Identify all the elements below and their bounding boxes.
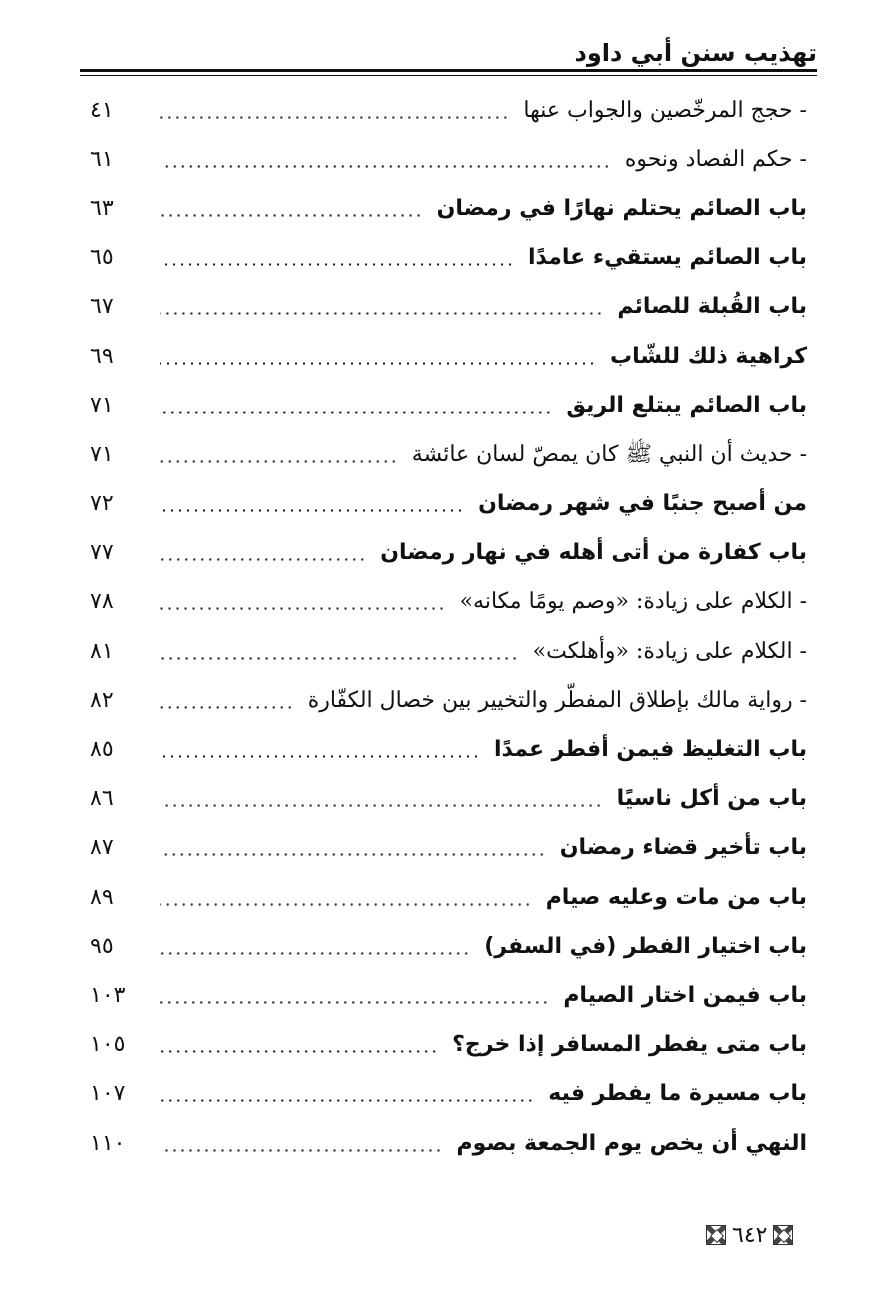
toc-entry-title: باب الصائم يبتلع الريق	[560, 391, 807, 421]
toc-entry-title: من أصبح جنبًا في شهر رمضان	[472, 489, 807, 519]
toc-entry-title: باب متى يفطر المسافر إذا خرج؟	[446, 1030, 807, 1060]
toc-entry	[80, 775, 807, 824]
toc-entry-page: ٧١	[90, 392, 114, 418]
toc-entry-page: ٨٢	[90, 687, 114, 713]
toc-entry-page: ٧٢	[90, 491, 114, 517]
dot-leader	[160, 587, 446, 617]
toc-entry-title: باب مسيرة ما يفطر فيه	[542, 1079, 807, 1109]
toc-entry-title: باب من مات وعليه صيام	[540, 883, 807, 913]
toc-entry-page: ٨٦	[90, 786, 114, 812]
toc-entry	[80, 1070, 807, 1119]
dot-leader	[160, 194, 423, 224]
toc-entry-title: - الكلام على زيادة: «وصم يومًا مكانه»	[454, 587, 807, 617]
toc-entry-page: ٦٥	[90, 245, 114, 271]
dot-leader	[160, 489, 464, 519]
toc-entry	[80, 1021, 807, 1070]
toc-entry-title: - رواية مالك بإطلاق المفطّر والتخيير بين خصال الكفّارة	[302, 686, 807, 716]
dot-leader	[160, 981, 549, 1011]
toc-entry-title: كراهية ذلك للشّاب	[604, 342, 807, 372]
dot-leader	[160, 735, 480, 765]
dot-leader	[160, 440, 398, 470]
header-rule-thick	[80, 69, 817, 72]
dot-leader	[160, 1030, 438, 1060]
dot-leader	[160, 342, 596, 372]
toc-entry	[80, 578, 807, 627]
page-footer	[706, 1222, 793, 1248]
toc-entry-title: باب التغليظ فيمن أفطر عمدًا	[488, 735, 807, 765]
toc-entry-title: باب كفارة من أتى أهله في نهار رمضان	[374, 538, 807, 568]
toc-entry-page: ١١٠	[90, 1130, 126, 1156]
toc-entry	[80, 971, 807, 1020]
running-header	[80, 38, 817, 70]
toc-entry-title: النهي أن يخص يوم الجمعة بصوم	[450, 1129, 807, 1159]
toc-entry	[80, 529, 807, 578]
toc-entry	[80, 184, 807, 233]
toc-entry	[80, 234, 807, 283]
dot-leader	[160, 1079, 534, 1109]
toc-entry-page: ٨٧	[90, 835, 114, 861]
toc-entry-title: - الكلام على زيادة: «وأهلكت»	[527, 637, 807, 667]
toc-entry-page: ٨١	[90, 638, 114, 664]
ornament-icon	[773, 1225, 793, 1245]
dot-leader	[160, 391, 552, 421]
dot-leader	[160, 145, 611, 175]
toc-entry	[80, 725, 807, 774]
toc-entry-page: ٨٩	[90, 884, 114, 910]
dot-leader	[160, 292, 603, 322]
toc-entry-title: باب اختيار الفطر (في السفر)	[478, 932, 807, 962]
toc-entry-title: باب الصائم يحتلم نهارًا في رمضان	[431, 194, 807, 224]
dot-leader	[160, 883, 532, 913]
dot-leader	[160, 96, 509, 126]
toc-entry	[80, 332, 807, 381]
toc-entry	[80, 922, 807, 971]
toc-entry-page: ١٠٧	[90, 1081, 126, 1107]
toc-entry-page: ٦٧	[90, 294, 114, 320]
toc-entry-page: ٨٥	[90, 737, 114, 763]
toc-entry-title: باب الصائم يستقيء عامدًا	[522, 243, 807, 273]
page-number: ٦٤٢	[732, 1222, 768, 1248]
dot-leader	[160, 538, 366, 568]
dot-leader	[160, 686, 294, 716]
toc-entry	[80, 135, 807, 184]
dot-leader	[160, 932, 470, 962]
toc-entry	[80, 873, 807, 922]
toc-entry-page: ٤١	[90, 97, 114, 123]
toc-entry-title: - حكم الفصاد ونحوه	[619, 145, 807, 175]
toc-entry	[80, 283, 807, 332]
toc-entry-title: باب فيمن اختار الصيام	[557, 981, 807, 1011]
toc-entry	[80, 430, 807, 479]
toc-entry-page: ٧٧	[90, 540, 114, 566]
toc-entry-page: ١٠٥	[90, 1032, 126, 1058]
toc-entry	[80, 86, 807, 135]
toc-entry-page: ٦٣	[90, 195, 114, 221]
toc-entry-title: باب القُبلة للصائم	[611, 292, 807, 322]
toc-entry-title: - حجج المرخّصين والجواب عنها	[517, 96, 807, 126]
toc-entry-page: ٧١	[90, 441, 114, 467]
toc-entry-page: ١٠٣	[90, 982, 126, 1008]
toc-entry	[80, 1119, 807, 1168]
dot-leader	[160, 637, 519, 667]
toc-entry-page: ٩٥	[90, 933, 114, 959]
table-of-contents	[80, 86, 807, 1168]
ornament-icon	[706, 1225, 726, 1245]
toc-entry-title: باب تأخير قضاء رمضان	[554, 833, 807, 863]
dot-leader	[160, 784, 603, 814]
toc-entry-page: ٦١	[90, 146, 114, 172]
header-rule-thin	[80, 75, 817, 76]
toc-entry	[80, 824, 807, 873]
toc-entry-title: باب من أكل ناسيًا	[611, 784, 807, 814]
toc-entry	[80, 381, 807, 430]
book-title: تهذيب سنن أبي داود	[574, 39, 817, 67]
toc-entry	[80, 676, 807, 725]
toc-entry-page: ٦٩	[90, 343, 114, 369]
toc-entry	[80, 627, 807, 676]
dot-leader	[160, 1129, 442, 1159]
dot-leader	[160, 243, 514, 273]
toc-entry-page: ٧٨	[90, 589, 114, 615]
toc-entry	[80, 480, 807, 529]
toc-entry-title: - حديث أن النبي ﷺ كان يمصّ لسان عائشة	[406, 440, 807, 470]
dot-leader	[160, 833, 546, 863]
